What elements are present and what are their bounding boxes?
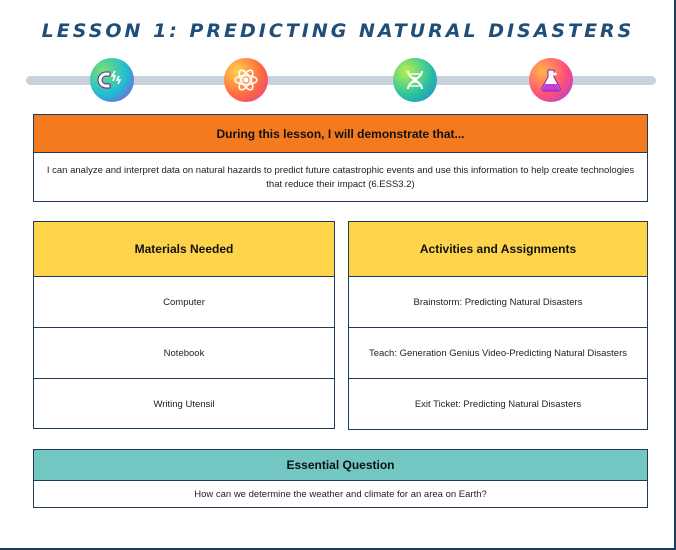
flask-icon [529, 58, 573, 102]
activities-item: Exit Ticket: Predicting Natural Disasters [414, 399, 582, 410]
activities-table [348, 221, 648, 430]
activities-item: Teach: Generation Genius Video-Predicting Natural Disasters [349, 328, 647, 379]
page-title: LESSON 1: PREDICTING NATURAL DISASTERS [41, 20, 635, 42]
lesson-objective-header: During this lesson, I will demonstrate that... [34, 115, 647, 153]
activities-header: Activities and Assignments [349, 222, 647, 277]
materials-item: Writing Utensil [153, 399, 215, 410]
materials-header: Materials Needed [34, 222, 334, 277]
essential-question-header: Essential Question [34, 450, 647, 481]
materials-table [33, 221, 335, 429]
lesson-objective-text: I can analyze and interpret data on natural hazards to predict future catastrophic events and use this information to help create technologies that reduce their impact (6.ESS3.2) [46, 164, 635, 190]
activities-item: Brainstorm: Predicting Natural Disasters [349, 277, 647, 328]
materials-item: Computer [34, 277, 334, 328]
essential-question-text: How can we determine the weather and climate for an area on Earth? [194, 489, 487, 500]
materials-item: Notebook [34, 328, 334, 379]
lesson-objective-box [33, 114, 648, 202]
atom-icon [224, 58, 268, 102]
dna-icon [393, 58, 437, 102]
essential-question-box [33, 449, 648, 508]
magnet-icon [90, 58, 134, 102]
